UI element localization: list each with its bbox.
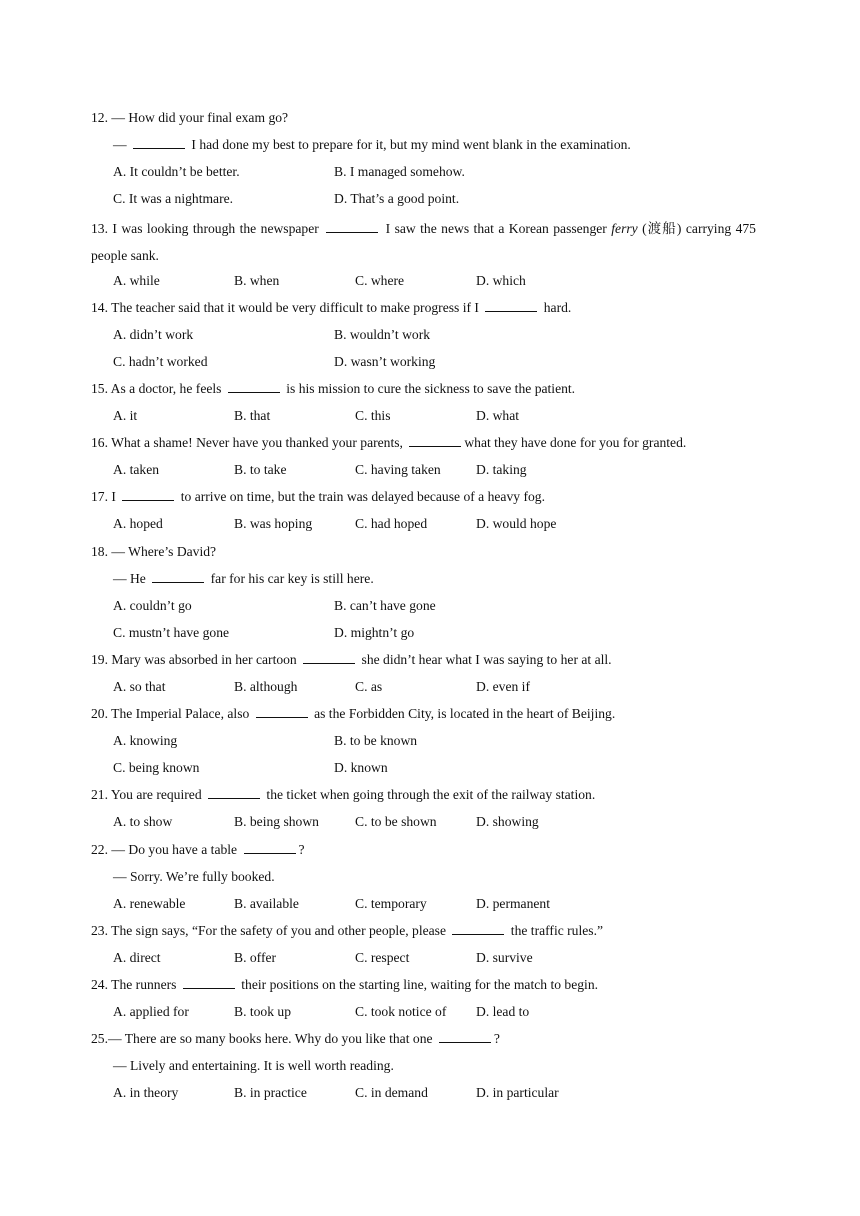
stem-after-blank: the traffic rules.” <box>507 922 604 938</box>
options-row <box>91 161 756 188</box>
stem-after-blank: the ticket when going through the exit of the railway station. <box>263 787 596 803</box>
answer-blank <box>409 434 461 447</box>
dialog-response <box>91 866 756 893</box>
option-c: C. where <box>355 272 405 288</box>
option-c: C. in demand <box>355 1085 428 1101</box>
prompt-before-blank: 22. — Do you have a table <box>91 841 241 857</box>
answer-blank <box>452 922 504 935</box>
option-d: D. lead to <box>476 1004 530 1020</box>
option-d: D. That’s a good point. <box>334 191 460 207</box>
options-row <box>91 324 756 351</box>
prompt-after-blank: ? <box>493 1031 500 1047</box>
question-prompt <box>91 1028 756 1055</box>
option-a: A. It couldn’t be better. <box>113 164 240 180</box>
stem-before-blank: 20. The Imperial Palace, also <box>91 706 253 722</box>
option-b: B. that <box>234 408 271 424</box>
option-a: A. hoped <box>113 516 163 532</box>
response-before-blank: — <box>113 137 130 153</box>
option-b: B. was hoping <box>234 516 313 532</box>
stem-tail: (渡船) carrying 475 people sank. <box>91 221 756 264</box>
option-a: A. direct <box>113 949 161 965</box>
option-b: B. to take <box>234 462 287 478</box>
question-prompt <box>91 107 756 134</box>
option-c: C. having taken <box>355 462 441 478</box>
stem-before-blank: 19. Mary was absorbed in her cartoon <box>91 651 301 667</box>
answer-blank <box>152 570 204 583</box>
prompt-text: 12. — How did your final exam go? <box>91 110 289 125</box>
stem-after-blank: hard. <box>540 299 572 315</box>
prompt-text: 18. — Where’s David? <box>91 543 217 559</box>
question-text <box>91 300 571 315</box>
option-c: C. It was a nightmare. <box>113 191 234 207</box>
option-d: D. showing <box>476 814 539 830</box>
question-text <box>91 977 598 992</box>
question-stem <box>91 297 756 324</box>
option-d: D. wasn’t working <box>334 353 436 369</box>
option-d: D. even if <box>476 678 530 694</box>
question-text <box>91 923 603 938</box>
option-a: A. to show <box>113 814 173 830</box>
response-after-blank: far for his car key is still here. <box>207 570 374 586</box>
options-row <box>91 459 756 486</box>
option-d: D. would hope <box>476 516 557 532</box>
option-c: C. took notice of <box>355 1004 447 1020</box>
question-text <box>91 489 545 504</box>
answer-blank <box>228 380 280 393</box>
option-b: B. although <box>234 678 298 694</box>
question-stem <box>91 378 756 405</box>
italic-word: ferry <box>611 221 638 237</box>
dialog-response <box>91 134 756 161</box>
option-b: B. when <box>234 272 280 288</box>
stem-before-blank: 21. You are required <box>91 787 206 803</box>
question-text <box>91 435 686 450</box>
answer-blank <box>303 651 355 664</box>
stem-before-blank: 13. I was looking through the newspaper <box>91 221 324 237</box>
stem-before-blank: 24. The runners <box>91 977 180 992</box>
option-d: D. taking <box>476 462 527 478</box>
option-b: B. to be known <box>334 733 418 749</box>
option-d: D. known <box>334 760 388 776</box>
option-a: A. while <box>113 272 160 288</box>
option-d: D. mightn’t go <box>334 624 415 640</box>
options-row <box>91 730 756 757</box>
stem-before-blank: 23. The sign says, “For the safety of you and other people, please <box>91 922 450 938</box>
answer-blank <box>256 705 308 718</box>
option-a: A. couldn’t go <box>113 597 192 613</box>
options-row <box>91 1001 756 1028</box>
options-row <box>91 757 756 784</box>
option-c: C. being known <box>113 760 200 776</box>
prompt-after-blank: ? <box>298 841 305 857</box>
answer-blank <box>439 1030 491 1043</box>
option-c: C. mustn’t have gone <box>113 624 230 640</box>
option-b: B. available <box>234 895 299 911</box>
option-b: B. I managed somehow. <box>334 164 465 180</box>
stem-before-blank: 15. As a doctor, he feels <box>91 380 225 396</box>
option-b: B. in practice <box>234 1085 307 1101</box>
option-c: C. as <box>355 678 383 694</box>
option-c: C. respect <box>355 949 410 965</box>
stem-after-blank: what they have done for you for granted. <box>464 435 687 451</box>
answer-blank <box>485 299 537 312</box>
option-b: B. can’t have gone <box>334 597 436 613</box>
question-prompt <box>91 541 756 568</box>
options-row <box>91 351 756 378</box>
question-text <box>91 381 575 396</box>
answer-blank <box>133 136 185 149</box>
question-stem <box>91 649 756 676</box>
options-row <box>91 622 756 649</box>
option-c: C. this <box>355 408 391 424</box>
question-stem <box>91 784 756 811</box>
question-text <box>91 787 595 802</box>
question-stem <box>91 486 756 513</box>
stem-before-blank: 17. I <box>91 489 120 505</box>
option-a: A. applied for <box>113 1004 189 1020</box>
question-list <box>91 107 756 1109</box>
question-text <box>91 215 756 269</box>
stem-after-blank: to arrive on time, but the train was delayed because of a heavy fog. <box>177 489 545 505</box>
question-text <box>91 706 615 721</box>
option-c: C. had hoped <box>355 516 428 532</box>
question-stem <box>91 974 756 1001</box>
options-row <box>91 811 756 838</box>
stem-after-blank: she didn’t hear what I was saying to her at all. <box>358 651 612 667</box>
question-stem <box>91 920 756 947</box>
option-c: C. hadn’t worked <box>113 353 208 369</box>
response-before-blank: — He <box>113 570 150 586</box>
options-row <box>91 405 756 432</box>
options-row <box>91 513 756 540</box>
option-a: A. knowing <box>113 733 178 749</box>
options-row <box>91 947 756 974</box>
question-prompt <box>91 839 756 866</box>
stem-before-blank: 16. What a shame! Never have you thanked your parents, <box>91 435 407 451</box>
options-row <box>91 595 756 622</box>
option-c: C. temporary <box>355 895 427 911</box>
option-b: B. wouldn’t work <box>334 326 431 342</box>
stem-after-blank: their positions on the starting line, waiting for the match to begin. <box>237 977 599 992</box>
options-row <box>91 676 756 703</box>
option-b: B. offer <box>234 949 277 965</box>
dialog-response <box>91 568 756 595</box>
option-d: D. what <box>476 408 520 424</box>
response-after-blank: I had done my best to prepare for it, but my mind went blank in the examination. <box>188 137 631 153</box>
stem-after-blank: as the Forbidden City, is located in the heart of Beijing. <box>310 706 616 722</box>
option-a: A. so that <box>113 678 166 694</box>
response-before-blank: — Lively and entertaining. It is well worth reading. <box>113 1058 394 1074</box>
answer-blank <box>326 220 378 233</box>
option-c: C. to be shown <box>355 814 437 830</box>
option-a: A. it <box>113 408 138 424</box>
option-b: B. being shown <box>234 814 319 830</box>
stem-after-blank: I saw the news that a Korean passenger <box>381 221 612 237</box>
dialog-response <box>91 1055 756 1082</box>
question-stem <box>91 432 756 459</box>
option-a: A. renewable <box>113 895 186 911</box>
stem-before-blank: 14. The teacher said that it would be very difficult to make progress if I <box>91 299 483 315</box>
question-stem <box>91 215 756 269</box>
response-before-blank: — Sorry. We’re fully booked. <box>113 868 275 884</box>
options-row <box>91 1082 756 1109</box>
option-d: D. in particular <box>476 1085 559 1101</box>
option-a: A. didn’t work <box>113 326 194 342</box>
answer-blank <box>183 976 235 989</box>
options-row <box>91 188 756 215</box>
option-a: A. in theory <box>113 1085 179 1101</box>
question-stem <box>91 703 756 730</box>
prompt-before-blank: 25.— There are so many books here. Why do you like that one <box>91 1031 436 1047</box>
options-row <box>91 270 756 297</box>
question-text <box>91 652 612 667</box>
option-d: D. permanent <box>476 895 550 911</box>
answer-blank <box>244 841 296 854</box>
option-d: D. which <box>476 272 526 288</box>
option-a: A. taken <box>113 462 160 478</box>
answer-blank <box>122 488 174 501</box>
stem-after-blank: is his mission to cure the sickness to save the patient. <box>282 380 576 396</box>
option-b: B. took up <box>234 1004 292 1020</box>
answer-blank <box>208 786 260 799</box>
options-row <box>91 893 756 920</box>
option-d: D. survive <box>476 949 533 965</box>
